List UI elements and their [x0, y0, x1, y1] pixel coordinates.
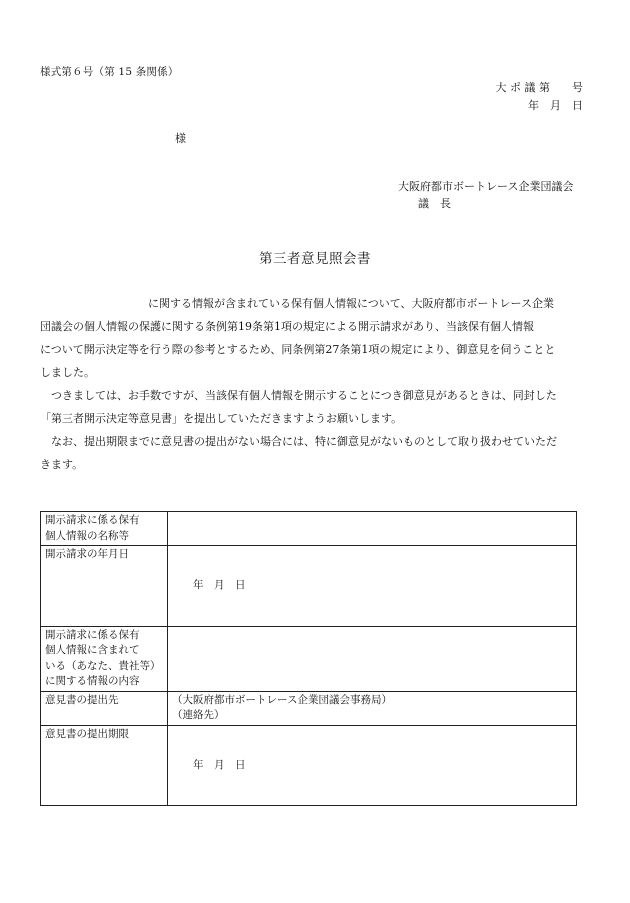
- body-line: 「第三者開示決定等意見書」を提出していただきますようお願いします。: [40, 412, 403, 425]
- table-label-cell: [41, 725, 168, 806]
- form-number: 様式第６号（第 15 条関係）: [40, 66, 179, 78]
- body-text: [40, 292, 584, 476]
- label-line: 個人情報の名称等: [45, 529, 129, 542]
- body-line: について開示決定等を行う際の参考とするため、同条例第27条第1項の規定により、御意見を伺うことと: [40, 343, 556, 356]
- label-line: 開示請求に係る保有: [45, 514, 140, 526]
- body-line: なお、提出期限までに意見書の提出がない場合には、特に御意見がないものとして取り扱わせていただ: [51, 435, 557, 448]
- document-date: 年 月 日: [528, 99, 583, 112]
- table-row-information-content: [41, 626, 577, 691]
- table-label-cell: [41, 546, 168, 627]
- table-label-cell: [41, 691, 168, 725]
- table-value-cell: [168, 691, 577, 725]
- body-line: しました。: [40, 366, 95, 379]
- table-value-cell: [168, 725, 577, 806]
- label-line: に関する情報の内容: [45, 675, 140, 687]
- value-line: （大阪府都市ボートレース企業団議会事務局）: [172, 693, 392, 706]
- value-line: 年 月 日: [172, 579, 246, 591]
- value-line: （連絡先）: [172, 709, 225, 721]
- body-line: きます。: [40, 458, 84, 471]
- label-line: 個人情報に含まれて: [45, 644, 140, 656]
- table-label-cell: [41, 512, 168, 546]
- label-line: 開示請求に係る保有: [45, 628, 140, 641]
- table-row-submission-destination: [41, 691, 577, 725]
- table-row-request-date: [41, 546, 577, 627]
- document-title: 第三者意見照会書: [259, 251, 371, 267]
- sender-title: 議 長: [418, 197, 451, 210]
- label-line: 意見書の提出先: [45, 693, 119, 706]
- sender-organization: 大阪府都市ボートレース企業団議会: [398, 180, 574, 193]
- table-value-cell: [168, 512, 577, 546]
- document-number: 大 ポ 議 第 号: [495, 81, 583, 94]
- table-row-request-subject: [41, 512, 577, 546]
- body-line: つきましては、お手数ですが、当該保有個人情報を開示することにつき御意見があるときは、同封した: [51, 389, 557, 402]
- label-line: 意見書の提出期限: [45, 727, 129, 740]
- value-line: 年 月 日: [172, 758, 246, 771]
- info-table: [40, 511, 577, 806]
- table-value-cell: [168, 626, 577, 691]
- recipient-honorific: 様: [175, 132, 186, 145]
- table-row-submission-deadline: [41, 725, 577, 806]
- label-line: 開示請求の年月日: [45, 548, 129, 560]
- table-value-cell: [168, 546, 577, 627]
- label-line: いる（あなた、貴社等）: [45, 659, 161, 672]
- table-label-cell: [41, 626, 168, 691]
- body-line: 団議会の個人情報の保護に関する条例第19条第1項の規定による開示請求があり、当該保有個人情報: [40, 320, 534, 333]
- body-line: に関する情報が含まれている保有個人情報について、大阪府都市ボートレース企業: [148, 297, 555, 310]
